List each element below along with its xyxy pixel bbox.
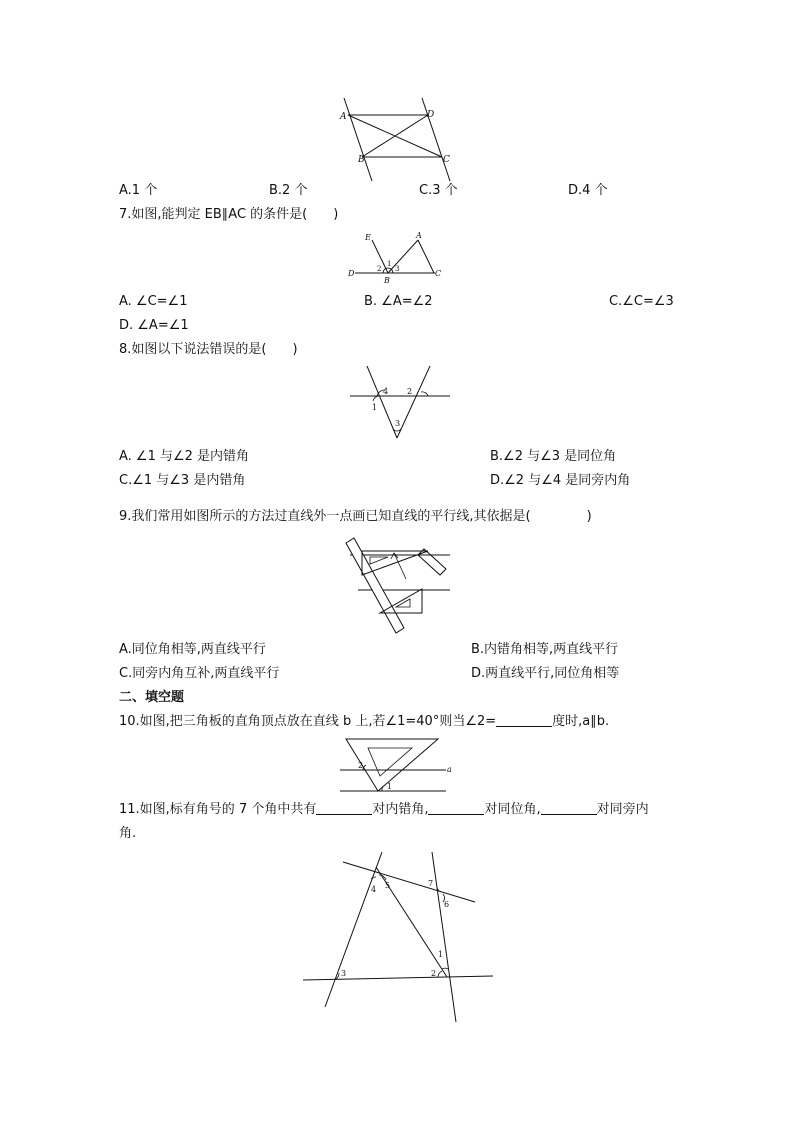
q8-angle-1: 1 bbox=[372, 403, 378, 412]
q6-label-c: C bbox=[443, 155, 450, 165]
q8-figure bbox=[345, 363, 455, 443]
q11-stem-part1: 11.如图,标有角号的 7 个角中共有 bbox=[119, 802, 317, 817]
q7-option-b: B. ∠A=∠2 bbox=[364, 294, 433, 309]
q11-stem-line2: 角. bbox=[119, 826, 137, 841]
q7-label-d: D bbox=[348, 269, 355, 278]
q7-label-c: C bbox=[435, 269, 442, 278]
q6-label-a: A bbox=[340, 112, 347, 122]
q7-angle-2: 2 bbox=[377, 265, 382, 273]
q9-option-d: D.两直线平行,同位角相等 bbox=[471, 666, 620, 681]
q6-label-b: B bbox=[358, 155, 365, 165]
q10-angle-1: 1 bbox=[387, 782, 393, 791]
q9-ruler bbox=[346, 538, 404, 633]
q8-stem: 8.如图以下说法错误的是( ) bbox=[119, 342, 298, 357]
q9-stem bbox=[119, 509, 592, 525]
q9-option-b: B.内错角相等,两直线平行 bbox=[471, 642, 619, 657]
q8-angle-4: 4 bbox=[383, 387, 389, 396]
q10-stem-after: 度时,a∥b. bbox=[552, 714, 610, 729]
q11-blank-inner-alternate[interactable] bbox=[316, 802, 372, 815]
q11-arc-4 bbox=[371, 877, 376, 879]
q9-arrow-head bbox=[391, 553, 398, 559]
q10-angle-2: 2 bbox=[358, 761, 364, 770]
q7-line-ac bbox=[418, 240, 434, 273]
q6-figure bbox=[330, 95, 470, 185]
q10-answer-blank[interactable] bbox=[496, 714, 552, 727]
q8-option-b: B.∠2 与∠3 是同位角 bbox=[490, 449, 617, 464]
q7-angle-3: 3 bbox=[395, 265, 400, 273]
q7-stem: 7.如图,能判定 EB∥AC 的条件是( ) bbox=[119, 207, 339, 222]
q9-triangle-upper-inner bbox=[370, 557, 388, 564]
q9-stem-text: 9.我们常用如图所示的方法过直线外一点画已知直线的平行线,其依据是( bbox=[119, 509, 531, 524]
q7-figure bbox=[345, 228, 445, 288]
q9-option-c: C.同旁内角互补,两直线平行 bbox=[119, 666, 280, 681]
q8-arc-2 bbox=[421, 392, 428, 396]
q11-angle-4: 4 bbox=[371, 885, 377, 894]
q8-option-a: A. ∠1 与∠2 是内错角 bbox=[119, 449, 250, 464]
q11-arc-2 bbox=[438, 971, 442, 977]
q11-stem-part3: 对同位角, bbox=[484, 802, 541, 817]
q8-option-d: D.∠2 与∠4 是同旁内角 bbox=[490, 473, 631, 488]
q11-right-line bbox=[432, 852, 456, 1022]
q7-line-ba bbox=[388, 240, 418, 273]
q7-angle-1: 1 bbox=[387, 260, 392, 268]
q7-label-b: B bbox=[384, 276, 390, 285]
q11-blank-corresponding[interactable] bbox=[428, 802, 484, 815]
q11-angle-6: 6 bbox=[444, 900, 450, 909]
q11-figure bbox=[295, 845, 495, 1025]
q10-stem bbox=[119, 714, 609, 730]
q8-angle-3: 3 bbox=[395, 419, 401, 428]
q6-line-left bbox=[344, 98, 372, 181]
q7-option-a: A. ∠C=∠1 bbox=[119, 294, 188, 309]
q11-top-line bbox=[343, 862, 475, 902]
q7-option-d: D. ∠A=∠1 bbox=[119, 318, 189, 333]
q8-angle-2: 2 bbox=[407, 387, 413, 396]
q11-angle-5: 5 bbox=[385, 881, 391, 890]
q6-option-a: A.1 个 bbox=[119, 183, 158, 198]
q11-angle-3: 3 bbox=[341, 969, 347, 978]
q8-arc-1 bbox=[373, 396, 379, 401]
q11-stem-part2: 对内错角, bbox=[372, 802, 429, 817]
q7-label-a: A bbox=[416, 231, 422, 240]
q11-bottom-line bbox=[303, 976, 493, 980]
q9-move-arrow bbox=[394, 553, 406, 579]
q7-label-e: E bbox=[365, 233, 371, 242]
q11-stem-part4: 对同旁内 bbox=[596, 802, 649, 817]
q8-option-c: C.∠1 与∠3 是内错角 bbox=[119, 473, 246, 488]
q6-option-b: B.2 个 bbox=[269, 183, 308, 198]
q9-option-a: A.同位角相等,两直线平行 bbox=[119, 642, 266, 657]
q6-option-c: C.3 个 bbox=[419, 183, 458, 198]
q8-left-line bbox=[367, 366, 397, 438]
q9-figure bbox=[340, 533, 460, 638]
q6-diagonal-db bbox=[362, 115, 428, 157]
q10-triangle-inner bbox=[368, 748, 412, 776]
q6-label-d: D bbox=[427, 110, 435, 120]
q11-angle-2: 2 bbox=[431, 969, 437, 978]
q8-right-line bbox=[397, 366, 430, 438]
q11-angle-7: 7 bbox=[428, 879, 434, 888]
q6-option-d: D.4 个 bbox=[568, 183, 608, 198]
q11-angle-1: 1 bbox=[438, 950, 444, 959]
q11-stem bbox=[119, 802, 649, 818]
q11-left-line bbox=[325, 852, 382, 1007]
section-title-fill-in: 二、填空题 bbox=[119, 690, 185, 705]
q10-label-a: a bbox=[447, 765, 452, 774]
q10-stem-before: 10.如图,把三角板的直角顶点放在直线 b 上,若∠1=40°则当∠2= bbox=[119, 714, 497, 729]
q9-stem-close: ) bbox=[586, 509, 592, 524]
q10-figure bbox=[338, 734, 458, 796]
q11-arc-1 bbox=[442, 968, 448, 969]
q11-blank-same-side[interactable] bbox=[541, 802, 597, 815]
q7-option-c: C.∠C=∠3 bbox=[609, 294, 674, 309]
